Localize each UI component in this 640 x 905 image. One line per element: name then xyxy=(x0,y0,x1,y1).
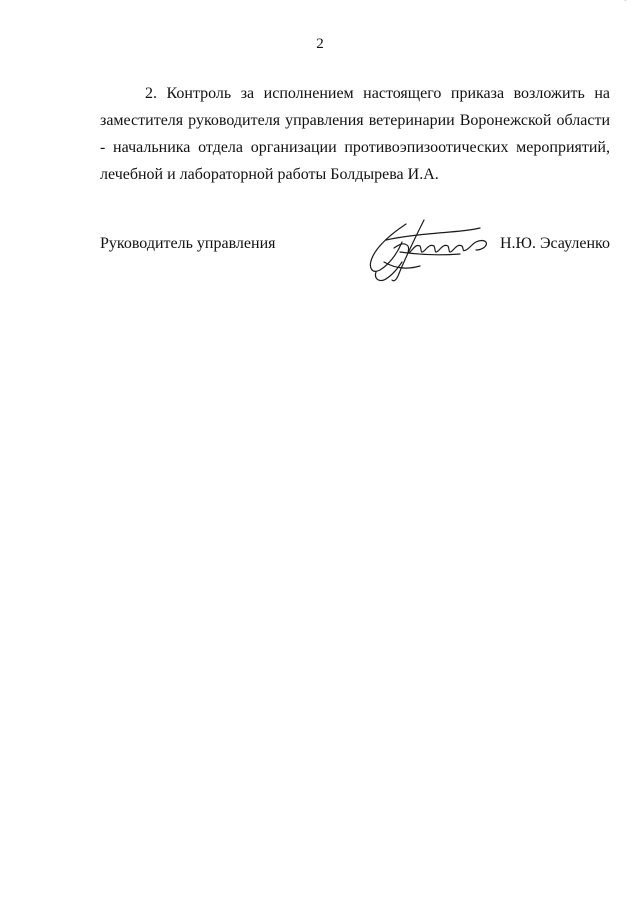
signatory-name: Н.Ю. Эсауленко xyxy=(499,235,610,252)
signatory-position: Руководитель управления xyxy=(100,235,276,252)
order-paragraph: 2. Контроль за исполнением настоящего приказа возложить на заместителя руководителя управления ветеринарии Воронежской области - начальника отдела организации противоэпизоотических мероприятий, лечебной и лабораторной работы Болдырева И.А. xyxy=(100,85,610,183)
scan-artifact-mark xyxy=(620,0,630,4)
handwritten-signature xyxy=(364,218,494,288)
signature-block xyxy=(100,232,610,292)
page-number: 2 xyxy=(316,36,324,52)
